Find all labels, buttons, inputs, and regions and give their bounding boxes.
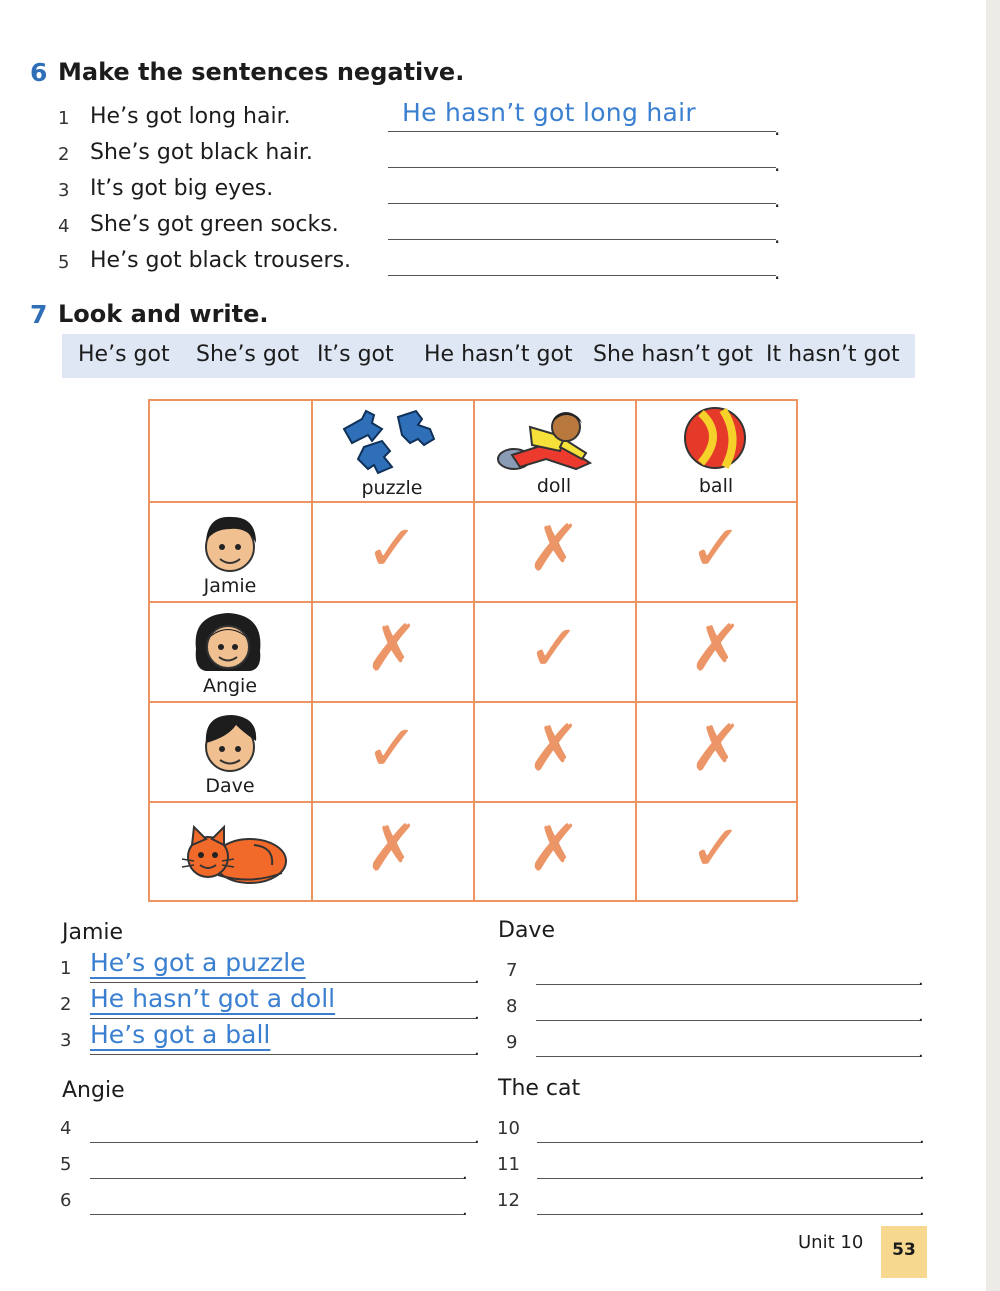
cross-mark: ✗	[365, 812, 419, 886]
answer-line	[537, 1142, 921, 1143]
item-sentence: He’s got black trousers.	[90, 248, 352, 273]
exercise-6-title: Make the sentences negative.	[58, 58, 465, 86]
line-number: 5	[60, 1154, 72, 1175]
answer-line	[90, 982, 476, 983]
line-end: .	[919, 1163, 925, 1184]
writing-line	[60, 984, 480, 1024]
column-label-puzzle: puzzle	[361, 477, 423, 499]
item-end: .	[774, 224, 781, 248]
answer-line	[537, 1178, 921, 1179]
line-end: .	[474, 967, 480, 988]
exercise-6-item	[58, 212, 798, 248]
answer-line	[536, 1020, 920, 1021]
line-number: 6	[60, 1190, 72, 1211]
writing-line	[497, 1148, 927, 1182]
item-sentence: She’s got green socks.	[90, 212, 339, 237]
possession-table	[148, 399, 798, 902]
row-label-jamie: Jamie	[203, 575, 257, 597]
word-box-phrase: She hasn’t got	[593, 342, 753, 367]
answer-line	[388, 239, 776, 240]
item-number: 5	[58, 252, 70, 273]
answer-line	[536, 1056, 920, 1057]
writing-line	[497, 1112, 927, 1146]
grid-line	[150, 701, 796, 703]
line-end: .	[918, 1005, 924, 1026]
line-number: 1	[60, 958, 72, 979]
answer-line	[388, 167, 776, 168]
writing-line	[506, 990, 926, 1024]
line-end: .	[918, 969, 924, 990]
grid-line	[150, 601, 796, 603]
line-number: 12	[497, 1190, 520, 1211]
answer-line	[388, 275, 776, 276]
line-answer[interactable]: He’s got a puzzle	[90, 948, 306, 977]
column-label-ball: ball	[698, 475, 734, 497]
writing-line	[60, 1148, 480, 1182]
item-end: .	[774, 188, 781, 212]
row-label-angie: Angie	[202, 675, 258, 697]
row-label-dave: Dave	[205, 775, 255, 797]
answer-line	[90, 1142, 476, 1143]
line-number: 11	[497, 1154, 520, 1175]
writing-line	[60, 1020, 480, 1060]
writing-line	[506, 1026, 926, 1060]
column-label-doll: doll	[536, 475, 572, 497]
writing-line	[60, 948, 480, 988]
exercise-7-title: Look and write.	[58, 300, 269, 328]
ball-icon	[683, 405, 747, 471]
word-box-phrase: He hasn’t got	[424, 342, 573, 367]
exercise-6-item	[58, 98, 798, 140]
page-edge-shadow	[986, 0, 1000, 1291]
cross-mark: ✗	[689, 612, 743, 686]
tick-mark: ✓	[527, 612, 581, 686]
cross-mark: ✗	[527, 712, 581, 786]
answer-line	[536, 984, 920, 985]
cross-mark: ✗	[527, 512, 581, 586]
word-box-phrase: He’s got	[78, 342, 170, 367]
boy-face-icon	[198, 711, 262, 777]
group-title-cat: The cat	[498, 1076, 581, 1101]
line-end: .	[474, 1039, 480, 1060]
answer-line	[90, 1018, 476, 1019]
line-number: 4	[60, 1118, 72, 1139]
doll-icon	[486, 407, 606, 477]
word-box-phrase: She’s got	[196, 342, 299, 367]
answer-line	[90, 1178, 464, 1179]
item-sentence: It’s got big eyes.	[90, 176, 274, 201]
line-number: 7	[506, 960, 518, 981]
word-box-phrase: It hasn’t got	[766, 342, 900, 367]
unit-label: Unit 10	[798, 1232, 864, 1253]
item-number: 4	[58, 216, 70, 237]
line-end: .	[919, 1199, 925, 1220]
answer-line	[90, 1054, 476, 1055]
writing-line	[506, 954, 926, 988]
writing-line	[60, 1184, 480, 1218]
line-answer[interactable]: He hasn’t got a doll	[90, 984, 336, 1013]
cat-icon	[178, 823, 290, 887]
page-number: 53	[892, 1240, 916, 1260]
line-number: 9	[506, 1032, 518, 1053]
line-end: .	[919, 1127, 925, 1148]
puzzle-icon	[338, 407, 448, 475]
item-number: 1	[58, 108, 70, 129]
exercise-7-number: 7	[30, 300, 48, 329]
tick-mark: ✓	[689, 512, 743, 586]
tick-mark: ✓	[365, 712, 419, 786]
item-end: .	[774, 260, 781, 284]
exercise-6-item	[58, 140, 798, 176]
item-sentence: She’s got black hair.	[90, 140, 313, 165]
answer-line	[537, 1214, 921, 1215]
writing-line	[60, 1112, 480, 1146]
item-end: .	[774, 152, 781, 176]
exercise-6-item	[58, 248, 798, 284]
line-end: .	[918, 1041, 924, 1062]
line-end: .	[474, 1127, 480, 1148]
girl-face-icon	[190, 609, 266, 679]
item-number: 3	[58, 180, 70, 201]
line-end: .	[474, 1003, 480, 1024]
line-end: .	[462, 1163, 468, 1184]
word-box	[62, 334, 915, 378]
tick-mark: ✓	[365, 512, 419, 586]
word-box-phrase: It’s got	[317, 342, 394, 367]
line-number: 10	[497, 1118, 520, 1139]
item-number: 2	[58, 144, 70, 165]
answer-line	[388, 203, 776, 204]
group-title-angie: Angie	[62, 1078, 125, 1103]
item-sentence: He’s got long hair.	[90, 104, 291, 129]
answer-line	[90, 1214, 464, 1215]
line-number: 3	[60, 1030, 72, 1051]
group-title-jamie: Jamie	[62, 920, 124, 945]
page-number-box	[881, 1226, 927, 1278]
writing-line	[497, 1184, 927, 1218]
group-title-dave: Dave	[498, 918, 555, 943]
answer-line	[388, 131, 776, 132]
grid-line	[150, 801, 796, 803]
grid-line	[150, 501, 796, 503]
item-answer[interactable]: He hasn’t got long hair	[402, 98, 696, 127]
boy-face-icon	[198, 511, 262, 577]
cross-mark: ✗	[689, 712, 743, 786]
exercise-6-number: 6	[30, 58, 48, 87]
item-end: .	[774, 116, 781, 140]
line-number: 8	[506, 996, 518, 1017]
cross-mark: ✗	[527, 812, 581, 886]
line-number: 2	[60, 994, 72, 1015]
line-end: .	[462, 1199, 468, 1220]
cross-mark: ✗	[365, 612, 419, 686]
line-answer[interactable]: He’s got a ball	[90, 1020, 271, 1049]
tick-mark: ✓	[689, 812, 743, 886]
exercise-6-item	[58, 176, 798, 212]
